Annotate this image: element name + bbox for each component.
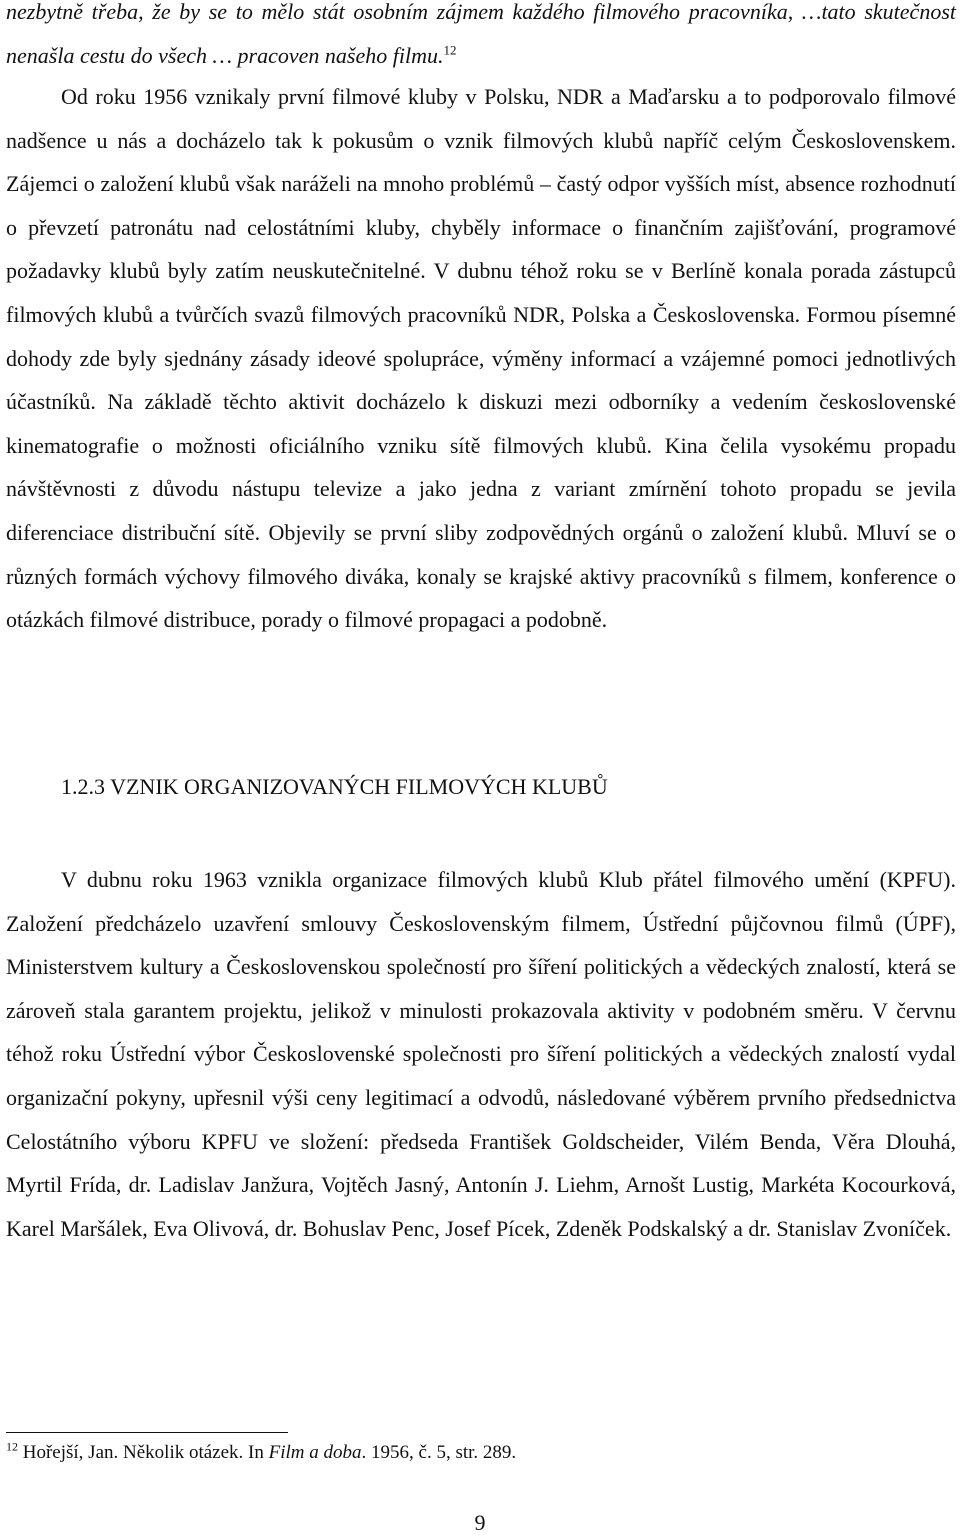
footnote-source-title: Film a doba (268, 1442, 362, 1463)
section-heading: 1.2.3 VZNIK ORGANIZOVANÝCH FILMOVÝCH KLUBŮ (61, 774, 608, 799)
footnote (6, 1438, 946, 1468)
quote-continuation (6, 0, 956, 77)
body-paragraph-2: V dubnu roku 1963 vznikla organizace filmových klubů Klub přátel filmového umění (KPFU). Založení předcházelo uzavření smlouvy Československým filmem, Ústřední půjčovnou filmů (ÚPF), Ministerstvem kultury a Československou společností pro šíření politických a vědeckých znalostí, která se zároveň stala garantem projektu, jelikož v minulosti prokazovala aktivity v podobném směru. V červnu téhož roku Ústřední výbor Československé společnosti pro šíření politických a vědeckých znalostí vydal organizační pokyny, upřesnil výši ceny legitimací a odvodů, následované výběrem prvního předsednictva Celostátního výboru KPFU ve složení: předseda František Goldscheider, Vilém Benda, Věra Dlouhá, Myrtil Frída, dr. Ladislav Janžura, Vojtěch Jasný, Antonín J. Liehm, Arnošt Lustig, Markéta Kocourková, Karel Maršálek, Eva Olivová, dr. Bohuslav Penc, Josef Pícek, Zdeněk Podskalský a dr. Stanislav Zvoníček. (6, 867, 956, 1241)
footnote-author: Hořejší, Jan. Několik otázek. In (22, 1442, 269, 1463)
page-number: 9 (474, 1510, 486, 1535)
quote-text: nezbytně třeba, že by se to mělo stát osobním zájmem každého filmového pracovníka, …tato skutečnost nenašla cestu do všech … pracoven našeho filmu. (6, 0, 956, 68)
body-paragraph-1: Od roku 1956 vznikaly první filmové kluby v Polsku, NDR a Maďarsku a to podporovalo filmové nadšence u nás a docházelo tak k pokusům o vznik filmových klubů napříč celým Československem. Zájemci o založení klubů však naráželi na mnoho problémů – častý odpor vyšších míst, absence rozhodnutí o převzetí patronátu nad celostátními kluby, chyběly informace o finančním zajišťování, programové požadavky klubů byly zatím neuskutečnitelné. V dubnu téhož roku se v Berlíně konala porada zástupců filmových klubů a tvůrčích svazů filmových pracovníků NDR, Polska a Československa. Formou písemné dohody zde byly sjednány zásady ideové spolupráce, výměny informací a vzájemné pomoci jednotlivých účastníků. Na základě těchto aktivit docházelo k diskuzi mezi odborníky a vedením československé kinematografie o možnosti oficiálního vzniku sítě filmových klubů. Kina čelila vysokému propadu návštěvnosti z důvodu nástupu televize a jako jedna z variant zmírnění tohoto propadu se jevila diferenciace distribuční sítě. Objevily se první sliby zodpovědných orgánů o založení klubů. Mluví se o různých formách výchovy filmového diváka, konaly se krajské aktivy pracovníků s filmem, konference o otázkách filmové distribuce, porady o filmové propagaci a podobně. (6, 84, 956, 633)
footnote-reference[interactable]: 12 (443, 42, 457, 58)
footnote-divider (6, 1432, 288, 1433)
footnote-number: 12 (6, 1439, 18, 1454)
footnote-details: . 1956, č. 5, str. 289. (361, 1442, 517, 1463)
